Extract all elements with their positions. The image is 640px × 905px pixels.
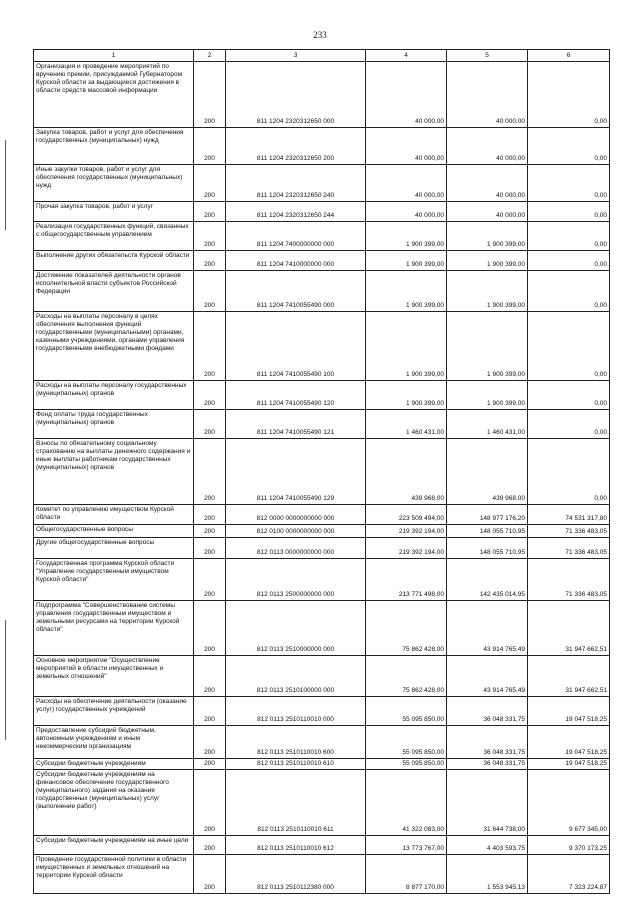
grbs-code: 200	[194, 601, 226, 656]
column-number: 6	[528, 50, 610, 62]
amount-approved: 219 392 194,00	[366, 538, 447, 559]
budget-classification-code: 811 1204 7400000000 000	[226, 222, 366, 251]
table-row	[34, 538, 610, 559]
table-row	[34, 439, 610, 505]
amount-remaining: 0,00	[528, 251, 610, 271]
table-row	[34, 202, 610, 222]
amount-approved: 219 392 194,00	[366, 525, 447, 538]
amount-approved: 1 900 399,00	[366, 381, 447, 410]
grbs-code: 200	[194, 439, 226, 505]
grbs-code: 200	[194, 726, 226, 759]
item-name: Другие общегосударственные вопросы	[34, 538, 194, 559]
amount-approved: 8 877 170,00	[366, 855, 447, 894]
item-name: Субсидии бюджетным учреждениям	[34, 759, 194, 770]
budget-classification-code: 811 1204 7410055490 120	[226, 381, 366, 410]
item-name: Основное мероприятие "Осуществление мероприятий в области имущественных и земельных отношений"	[34, 656, 194, 697]
budget-classification-code: 811 1204 7410055490 121	[226, 410, 366, 439]
table-row	[34, 601, 610, 656]
grbs-code: 200	[194, 128, 226, 165]
column-number: 3	[226, 50, 366, 62]
budget-classification-code: 811 1204 2320312650 244	[226, 202, 366, 222]
amount-approved: 75 862 428,00	[366, 656, 447, 697]
amount-approved: 40 000,00	[366, 202, 447, 222]
table-row	[34, 505, 610, 525]
budget-classification-code: 811 1204 2320312650 240	[226, 165, 366, 202]
amount-approved: 223 509 494,00	[366, 505, 447, 525]
grbs-code: 200	[194, 410, 226, 439]
amount-remaining: 9 677 345,00	[528, 770, 610, 836]
amount-executed: 36 048 331,75	[447, 759, 528, 770]
budget-classification-code: 811 1204 7410055490 129	[226, 439, 366, 505]
column-number: 5	[447, 50, 528, 62]
amount-remaining: 0,00	[528, 128, 610, 165]
budget-classification-code: 812 0000 0000000000 000	[226, 505, 366, 525]
budget-classification-code: 812 0113 2510110010 000	[226, 697, 366, 726]
binding-margin-mark	[5, 620, 6, 740]
amount-remaining: 0,00	[528, 165, 610, 202]
amount-executed: 1 553 945,13	[447, 855, 528, 894]
table-row	[34, 836, 610, 855]
amount-approved: 1 900 399,00	[366, 251, 447, 271]
table-row	[34, 770, 610, 836]
table-row	[34, 726, 610, 759]
item-name: Государственная программа Курской области "Управление государственным имуществом Курской области"	[34, 559, 194, 601]
amount-executed: 43 914 765,49	[447, 601, 528, 656]
amount-executed: 43 914 765,49	[447, 656, 528, 697]
budget-classification-code: 812 0113 2510112380 000	[226, 855, 366, 894]
table-row	[34, 381, 610, 410]
item-name: Расходы на выплаты персоналу в целях обеспечения выполнения функций государственными (муниципальными) органами, казенными учреждениями, органами управления государственными внебюджетными фондами	[34, 312, 194, 381]
grbs-code: 200	[194, 836, 226, 855]
amount-approved: 1 900 399,00	[366, 271, 447, 312]
table-row	[34, 312, 610, 381]
amount-executed: 40 000,00	[447, 128, 528, 165]
amount-remaining: 71 336 483,05	[528, 559, 610, 601]
amount-approved: 213 771 498,00	[366, 559, 447, 601]
amount-approved: 13 773 767,00	[366, 836, 447, 855]
grbs-code: 200	[194, 697, 226, 726]
amount-executed: 1 900 399,00	[447, 381, 528, 410]
amount-executed: 40 000,00	[447, 202, 528, 222]
budget-classification-code: 811 1204 7410000000 000	[226, 251, 366, 271]
column-number: 1	[34, 50, 194, 62]
amount-remaining: 0,00	[528, 410, 610, 439]
amount-approved: 55 095 850,00	[366, 759, 447, 770]
table-row	[34, 656, 610, 697]
table-row	[34, 251, 610, 271]
amount-remaining: 71 336 483,05	[528, 538, 610, 559]
item-name: Расходы на обеспечение деятельности (оказание услуг) государственных учреждений	[34, 697, 194, 726]
amount-executed: 36 048 331,75	[447, 697, 528, 726]
amount-executed: 4 403 593,75	[447, 836, 528, 855]
budget-classification-code: 811 1204 2320312650 000	[226, 62, 366, 128]
amount-executed: 1 900 399,00	[447, 271, 528, 312]
budget-classification-code: 812 0113 0000000000 000	[226, 538, 366, 559]
grbs-code: 200	[194, 525, 226, 538]
item-name: Прочая закупка товаров, работ и услуг	[34, 202, 194, 222]
grbs-code: 200	[194, 251, 226, 271]
amount-executed: 142 435 014,95	[447, 559, 528, 601]
budget-classification-code: 812 0113 2500000000 000	[226, 559, 366, 601]
amount-remaining: 19 047 518,25	[528, 697, 610, 726]
page-number: 233	[313, 30, 327, 40]
grbs-code: 200	[194, 656, 226, 697]
amount-remaining: 19 047 518,25	[528, 726, 610, 759]
amount-remaining: 0,00	[528, 312, 610, 381]
amount-executed: 31 644 738,00	[447, 770, 528, 836]
amount-approved: 40 000,00	[366, 128, 447, 165]
amount-remaining: 71 336 483,05	[528, 525, 610, 538]
grbs-code: 200	[194, 505, 226, 525]
table-row	[34, 165, 610, 202]
amount-approved: 40 000,00	[366, 165, 447, 202]
grbs-code: 200	[194, 271, 226, 312]
grbs-code: 200	[194, 62, 226, 128]
amount-approved: 1 460 431,00	[366, 410, 447, 439]
amount-approved: 41 322 083,00	[366, 770, 447, 836]
amount-executed: 1 900 399,00	[447, 251, 528, 271]
table-row	[34, 271, 610, 312]
amount-remaining: 0,00	[528, 202, 610, 222]
amount-approved: 439 968,00	[366, 439, 447, 505]
table-row	[34, 128, 610, 165]
column-number-row	[34, 50, 610, 62]
budget-classification-code: 811 1204 2320312650 200	[226, 128, 366, 165]
amount-executed: 36 048 331,75	[447, 726, 528, 759]
amount-executed: 1 900 399,00	[447, 312, 528, 381]
budget-classification-code: 812 0100 0000000000 000	[226, 525, 366, 538]
item-name: Предоставление субсидий бюджетным, автономным учреждениям и иным некоммерческим организациям	[34, 726, 194, 759]
item-name: Закупка товаров, работ и услуг для обеспечения государственных (муниципальных) нужд	[34, 128, 194, 165]
grbs-code: 200	[194, 538, 226, 559]
item-name: Общегосударственные вопросы	[34, 525, 194, 538]
amount-remaining: 31 947 662,51	[528, 656, 610, 697]
table-row	[34, 855, 610, 894]
amount-executed: 439 968,00	[447, 439, 528, 505]
budget-classification-code: 812 0113 2510110010 611	[226, 770, 366, 836]
amount-executed: 40 000,00	[447, 62, 528, 128]
amount-approved: 75 862 428,00	[366, 601, 447, 656]
amount-remaining: 9 370 173,25	[528, 836, 610, 855]
grbs-code: 200	[194, 222, 226, 251]
grbs-code: 200	[194, 759, 226, 770]
amount-executed: 40 000,00	[447, 165, 528, 202]
amount-executed: 148 977 176,20	[447, 505, 528, 525]
grbs-code: 200	[194, 559, 226, 601]
column-number: 2	[194, 50, 226, 62]
grbs-code: 200	[194, 855, 226, 894]
item-name: Субсидии бюджетным учреждениям на иные цели	[34, 836, 194, 855]
item-name: Организация и проведение мероприятий по вручению премии, присуждаемой Губернатором Курской области за выдающиеся достижения в области средств массовой информации	[34, 62, 194, 128]
budget-table	[33, 49, 610, 894]
amount-remaining: 74 531 317,80	[528, 505, 610, 525]
amount-remaining: 0,00	[528, 381, 610, 410]
item-name: Иные закупки товаров, работ и услуг для обеспечения государственных (муниципальных) нужд	[34, 165, 194, 202]
item-name: Подпрограмма "Совершенствование системы управления государственным имуществом и земельными ресурсами на территории Курской области"	[34, 601, 194, 656]
amount-remaining: 19 047 518,25	[528, 759, 610, 770]
amount-approved: 40 000,00	[366, 62, 447, 128]
amount-executed: 1 900 399,00	[447, 222, 528, 251]
item-name: Взносы по обязательному социальному страхованию на выплаты денежного содержания и иные выплаты работникам государственных (муниципальных) органов	[34, 439, 194, 505]
budget-classification-code: 812 0113 2510000000 000	[226, 601, 366, 656]
column-number: 4	[366, 50, 447, 62]
grbs-code: 200	[194, 165, 226, 202]
amount-remaining: 0,00	[528, 222, 610, 251]
amount-remaining: 0,00	[528, 439, 610, 505]
grbs-code: 200	[194, 312, 226, 381]
grbs-code: 200	[194, 381, 226, 410]
amount-remaining: 0,00	[528, 62, 610, 128]
grbs-code: 200	[194, 202, 226, 222]
table-row	[34, 759, 610, 770]
item-name: Выполнение других обязательств Курской области	[34, 251, 194, 271]
item-name: Реализация государственных функций, связанных с общегосударственным управлением	[34, 222, 194, 251]
amount-remaining: 7 323 224,87	[528, 855, 610, 894]
item-name: Расходы на выплаты персоналу государственных (муниципальных) органов	[34, 381, 194, 410]
amount-approved: 55 095 850,00	[366, 697, 447, 726]
budget-classification-code: 812 0113 2510110010 612	[226, 836, 366, 855]
table-row	[34, 222, 610, 251]
table-row	[34, 559, 610, 601]
budget-classification-code: 812 0113 2510110010 610	[226, 759, 366, 770]
amount-executed: 148 055 710,95	[447, 525, 528, 538]
item-name: Достижение показателей деятельности органов исполнительной власти субъектов Российской Федерации	[34, 271, 194, 312]
table-row	[34, 525, 610, 538]
item-name: Комитет по управлению имуществом Курской области	[34, 505, 194, 525]
table-row	[34, 697, 610, 726]
grbs-code: 200	[194, 770, 226, 836]
amount-approved: 1 900 399,00	[366, 222, 447, 251]
budget-classification-code: 812 0113 2510100000 000	[226, 656, 366, 697]
amount-approved: 1 900 399,00	[366, 312, 447, 381]
amount-executed: 148 055 710,95	[447, 538, 528, 559]
item-name: Проведение государственной политики в области имущественных и земельных отношений на территории Курской области	[34, 855, 194, 894]
table-row	[34, 62, 610, 128]
item-name: Субсидии бюджетным учреждениям на финансовое обеспечение государственного (муниципального) задания на оказание государственных (муниципальных) услуг (выполнение работ)	[34, 770, 194, 836]
budget-classification-code: 812 0113 2510110010 600	[226, 726, 366, 759]
budget-classification-code: 811 1204 7410055490 100	[226, 312, 366, 381]
table-row	[34, 410, 610, 439]
amount-approved: 55 095 850,00	[366, 726, 447, 759]
item-name: Фонд оплаты труда государственных (муниципальных) органов	[34, 410, 194, 439]
budget-classification-code: 811 1204 7410055490 000	[226, 271, 366, 312]
amount-remaining: 31 947 662,51	[528, 601, 610, 656]
amount-executed: 1 460 431,00	[447, 410, 528, 439]
binding-margin-mark	[5, 140, 6, 230]
amount-remaining: 0,00	[528, 271, 610, 312]
